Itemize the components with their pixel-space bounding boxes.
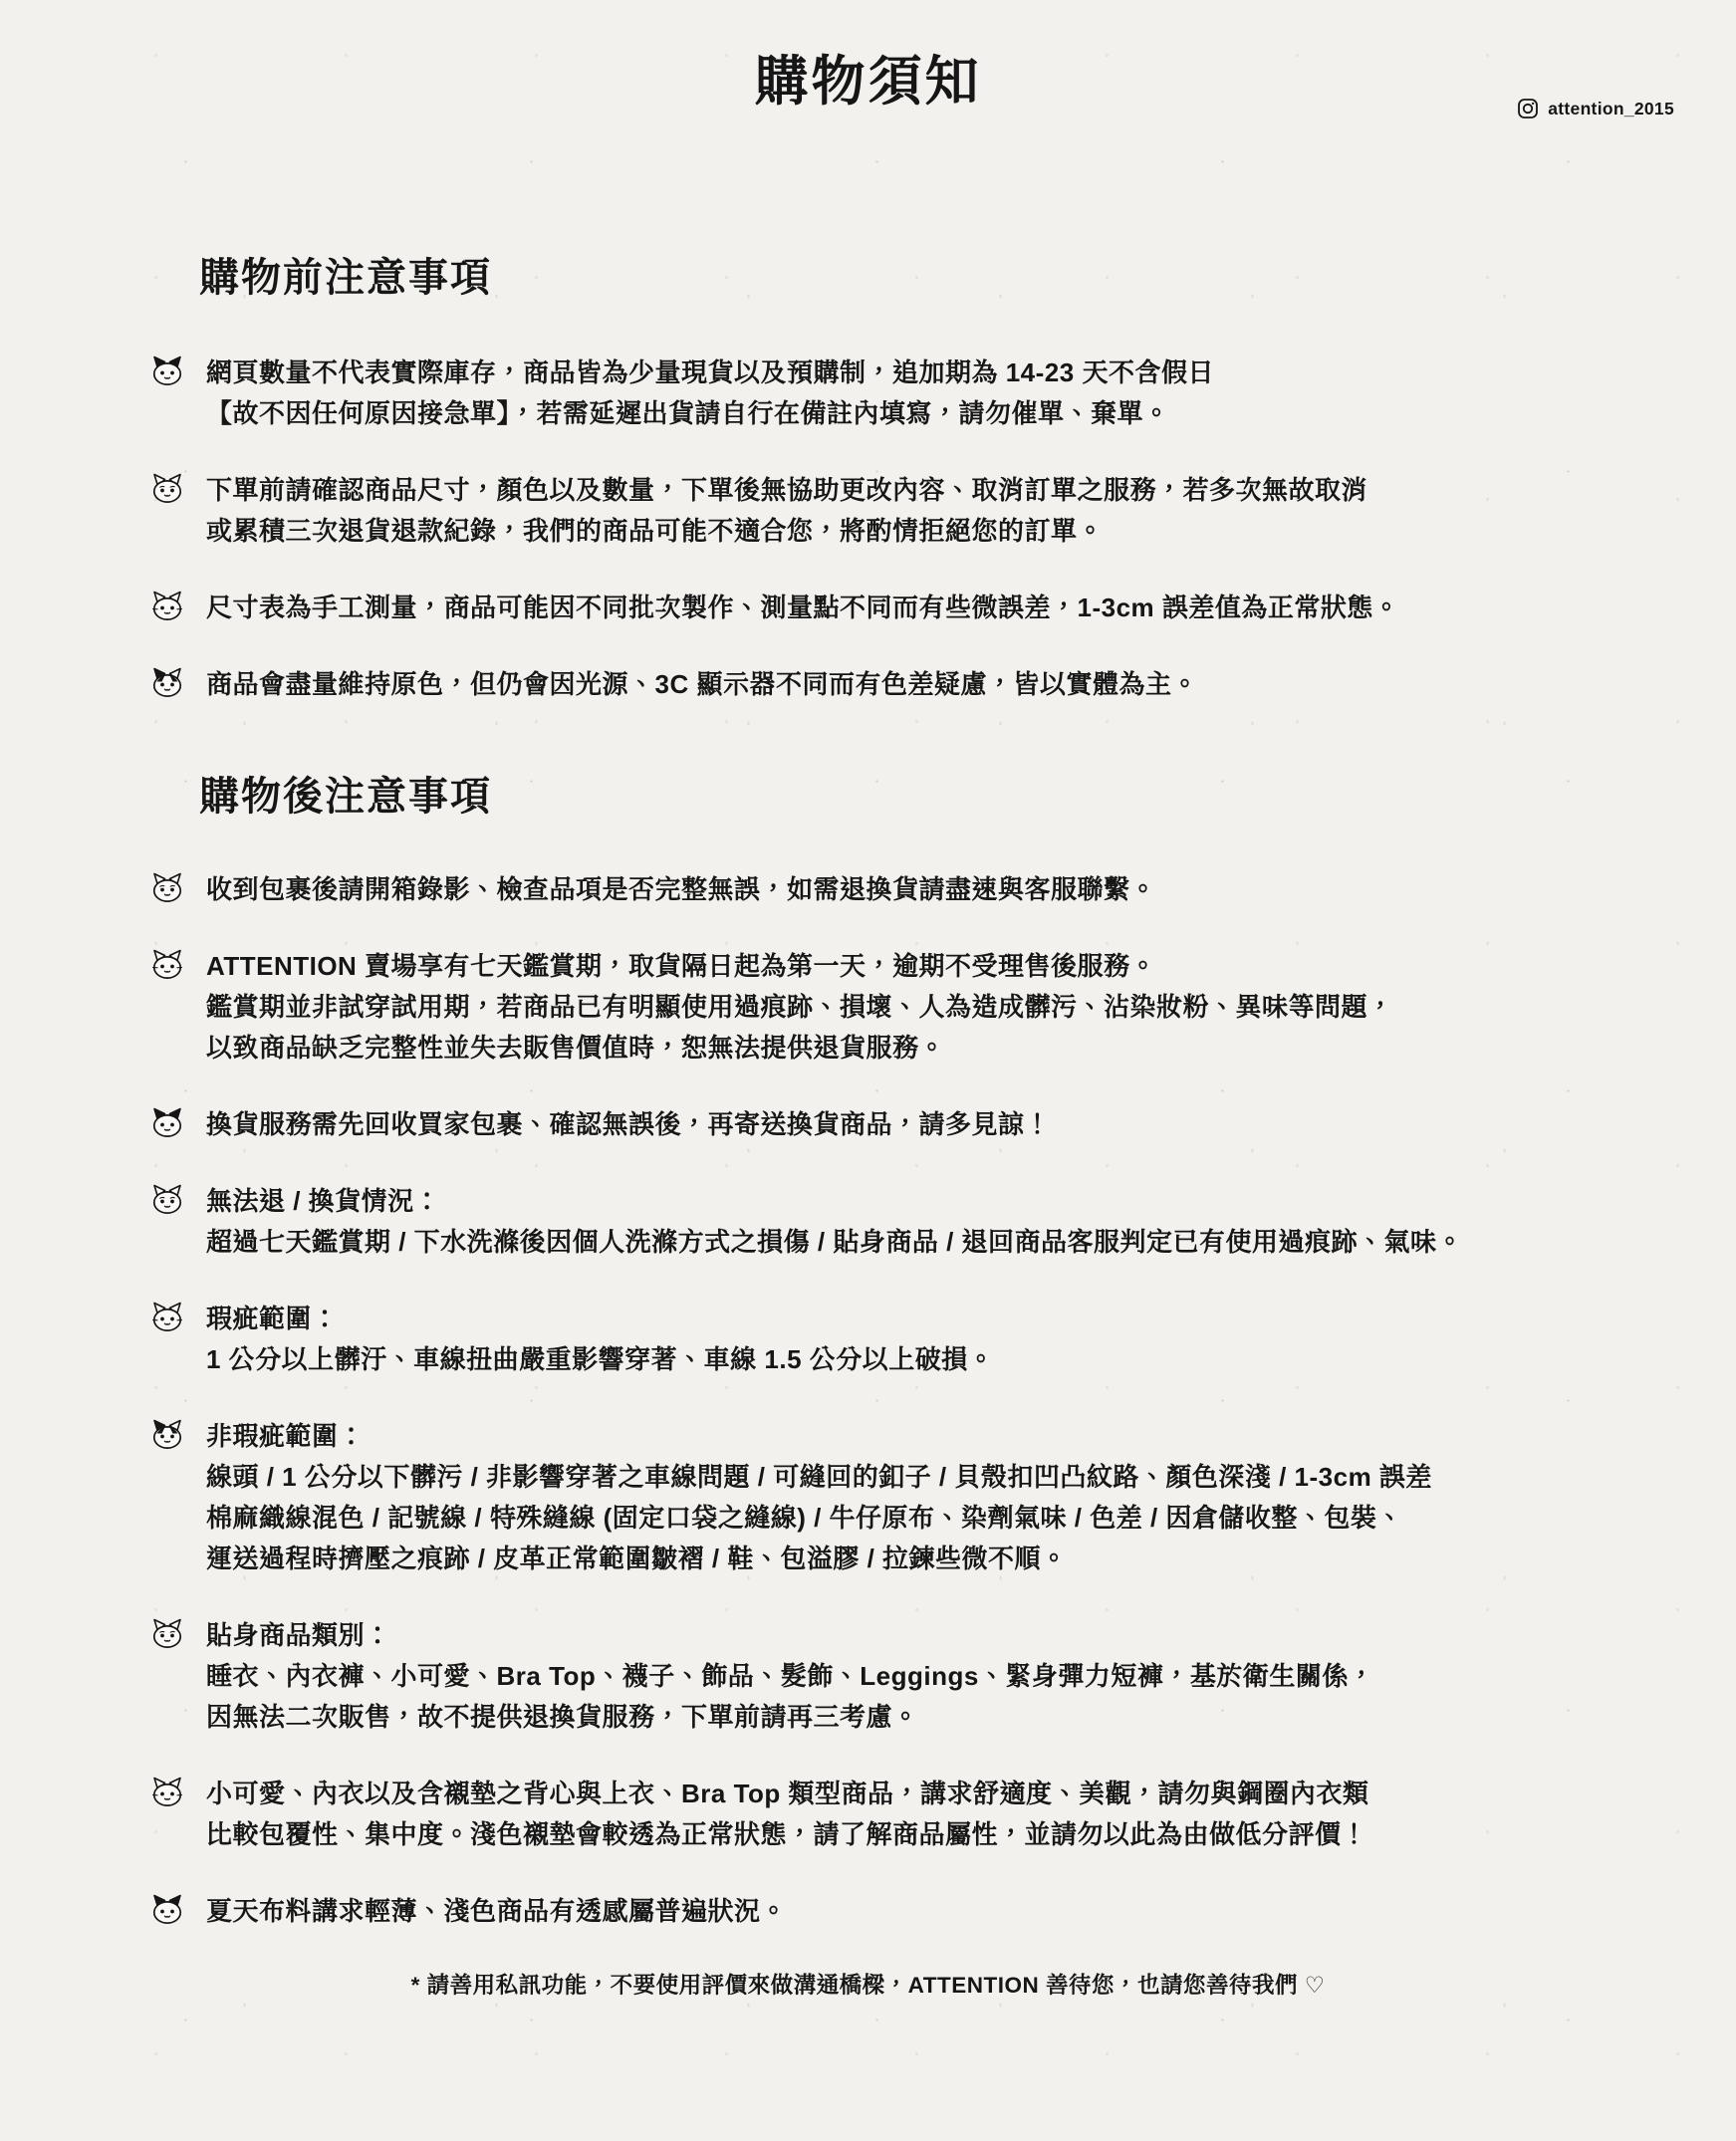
notice-item: [147, 1615, 1672, 1738]
section-2: [147, 765, 1672, 1932]
notice-line: 商品會盡量維持原色，但仍會因光源、3C 顯示器不同而有色差疑慮，皆以實體為主。: [206, 668, 1198, 699]
notice-item: [147, 1299, 1672, 1380]
notice-item: [147, 869, 1672, 910]
notice-item: [147, 1181, 1672, 1263]
notice-item: [147, 946, 1672, 1069]
notice-line: 鑑賞期並非試穿試用期，若商品已有明顯使用過痕跡、損壞、人為造成髒污、沾染妝粉、異味等問題，: [206, 991, 1394, 1022]
notice-text: [206, 1299, 994, 1380]
notice-text: [206, 869, 1156, 910]
notice-text: [206, 1104, 1051, 1145]
notice-line: 【故不因任何原因接急單】，若需延遲出貨請自行在備註內填寫，請勿催單、棄單。: [206, 397, 1170, 428]
notice-item: [147, 1104, 1672, 1145]
notice-item: [147, 470, 1672, 552]
notice-line: 線頭 / 1 公分以下髒污 / 非影響穿著之車線問題 / 可縫回的釦子 / 貝殼扣凹凸紋路、顏色深淺 / 1-3cm 誤差: [206, 1461, 1432, 1492]
notice-line: 收到包裹後請開箱錄影、檢查品項是否完整無誤，如需退換貨請盡速與客服聯繫。: [206, 873, 1157, 904]
notice-item: [147, 588, 1672, 628]
section-heading: 購物前注意事項: [199, 255, 492, 300]
notice-line: 運送過程時擠壓之痕跡 / 皮革正常範圍皺褶 / 鞋、包溢膠 / 拉鍊些微不順。: [206, 1543, 1068, 1573]
notice-line: 或累積三次退貨退款紀錄，我們的商品可能不適合您，將酌情拒絕您的訂單。: [206, 515, 1105, 546]
notice-text: [206, 664, 1198, 705]
notice-line: ATTENTION 賣場享有七天鑑賞期，取貨隔日起為第一天，逾期不受理售後服務。: [206, 950, 1157, 981]
notice-line: 棉麻織線混色 / 記號線 / 特殊縫線 (固定口袋之縫線) / 牛仔原布、染劑氣味 / 色差 / 因倉儲收整、包裝、: [206, 1502, 1403, 1533]
notice-item: [147, 353, 1672, 434]
notice-text: [206, 353, 1214, 434]
notice-line: 超過七天鑑賞期 / 下水洗滌後因個人洗滌方式之損傷 / 貼身商品 / 退回商品客服判定已有使用過痕跡、氣味。: [206, 1226, 1464, 1257]
instagram-handle-row: [1517, 98, 1674, 119]
instagram-handle: attention_2015: [1548, 98, 1674, 119]
footer-note: * 請善用私訊功能，不要使用評價來做溝通橋樑，ATTENTION 善待您，也請您善待我們 ♡: [410, 1972, 1326, 1998]
notice-line: 下單前請確認商品尺寸，顏色以及數量，下單後無協助更改內容、取消訂單之服務，若多次無故取消: [206, 474, 1368, 505]
notice-line: 網頁數量不代表實際庫存，商品皆為少量現貨以及預購制，追加期為 14-23 天不含假日: [206, 357, 1214, 387]
notice-text: [206, 588, 1399, 628]
notice-line: 1 公分以上髒汙、車線扭曲嚴重影響穿著、車線 1.5 公分以上破損。: [206, 1343, 995, 1374]
cat-scribble-face-icon: [147, 870, 187, 906]
instagram-icon: [1517, 98, 1539, 119]
notice-line: 貼身商品類別：: [206, 1619, 391, 1650]
section-1: [147, 246, 1672, 705]
cat-plain-icon: [147, 947, 187, 983]
notice-line: 非瑕疵範圍：: [206, 1420, 366, 1451]
page-title: 購物須知: [754, 52, 982, 112]
cat-plain-icon: [147, 1775, 187, 1810]
cat-plain-icon: [147, 589, 187, 624]
notice-text: [206, 1891, 787, 1932]
cat-patch-ears-icon: [147, 1105, 187, 1141]
notice-text: [206, 1615, 1374, 1738]
cat-patch-ears-icon: [147, 354, 187, 389]
notice-line: 因無法二次販售，故不提供退換貨服務，下單前請再三考慮。: [206, 1701, 919, 1732]
notice-line: 比較包覆性、集中度。淺色襯墊會較透為正常狀態，請了解商品屬性，並請勿以此為由做低分評價！: [206, 1818, 1368, 1849]
notice-item: [147, 664, 1672, 705]
section-heading: 購物後注意事項: [199, 774, 492, 819]
notice-content: [0, 246, 1736, 1932]
notice-item: [147, 1416, 1672, 1579]
cat-patch-head-icon: [147, 665, 187, 701]
notice-line: 尺寸表為手工測量，商品可能因不同批次製作、測量點不同而有些微誤差，1-3cm 誤差值為正常狀態。: [206, 592, 1400, 622]
cat-scribble-face-icon: [147, 1182, 187, 1218]
cat-scribble-face-icon: [147, 471, 187, 507]
notice-line: 睡衣、內衣褲、小可愛、Bra Top、襪子、飾品、髮飾、Leggings、緊身彈力短褲，基於衛生關係，: [206, 1660, 1375, 1691]
notice-line: 無法退 / 換貨情況：: [206, 1185, 441, 1216]
notice-text: [206, 470, 1367, 552]
notice-line: 瑕疵範圍：: [206, 1303, 339, 1333]
notice-text: [206, 1181, 1463, 1263]
notice-line: 以致商品缺乏完整性並失去販售價值時，恕無法提供退貨服務。: [206, 1032, 946, 1063]
notice-item: [147, 1774, 1672, 1855]
notice-item: [147, 1891, 1672, 1932]
cat-patch-head-icon: [147, 1417, 187, 1453]
cat-patch-ears-icon: [147, 1892, 187, 1928]
notice-text: [206, 1416, 1432, 1579]
cat-plain-icon: [147, 1300, 187, 1335]
notice-text: [206, 1774, 1369, 1855]
notice-text: [206, 946, 1394, 1069]
notice-line: 夏天布料講求輕薄、淺色商品有透感屬普遍狀況。: [206, 1895, 788, 1926]
notice-line: 小可愛、內衣以及含襯墊之背心與上衣、Bra Top 類型商品，講求舒適度、美觀，請勿與鋼圈內衣類: [206, 1778, 1369, 1808]
cat-scribble-face-icon: [147, 1616, 187, 1652]
notice-line: 換貨服務需先回收買家包裹、確認無誤後，再寄送換貨商品，請多見諒！: [206, 1108, 1052, 1139]
